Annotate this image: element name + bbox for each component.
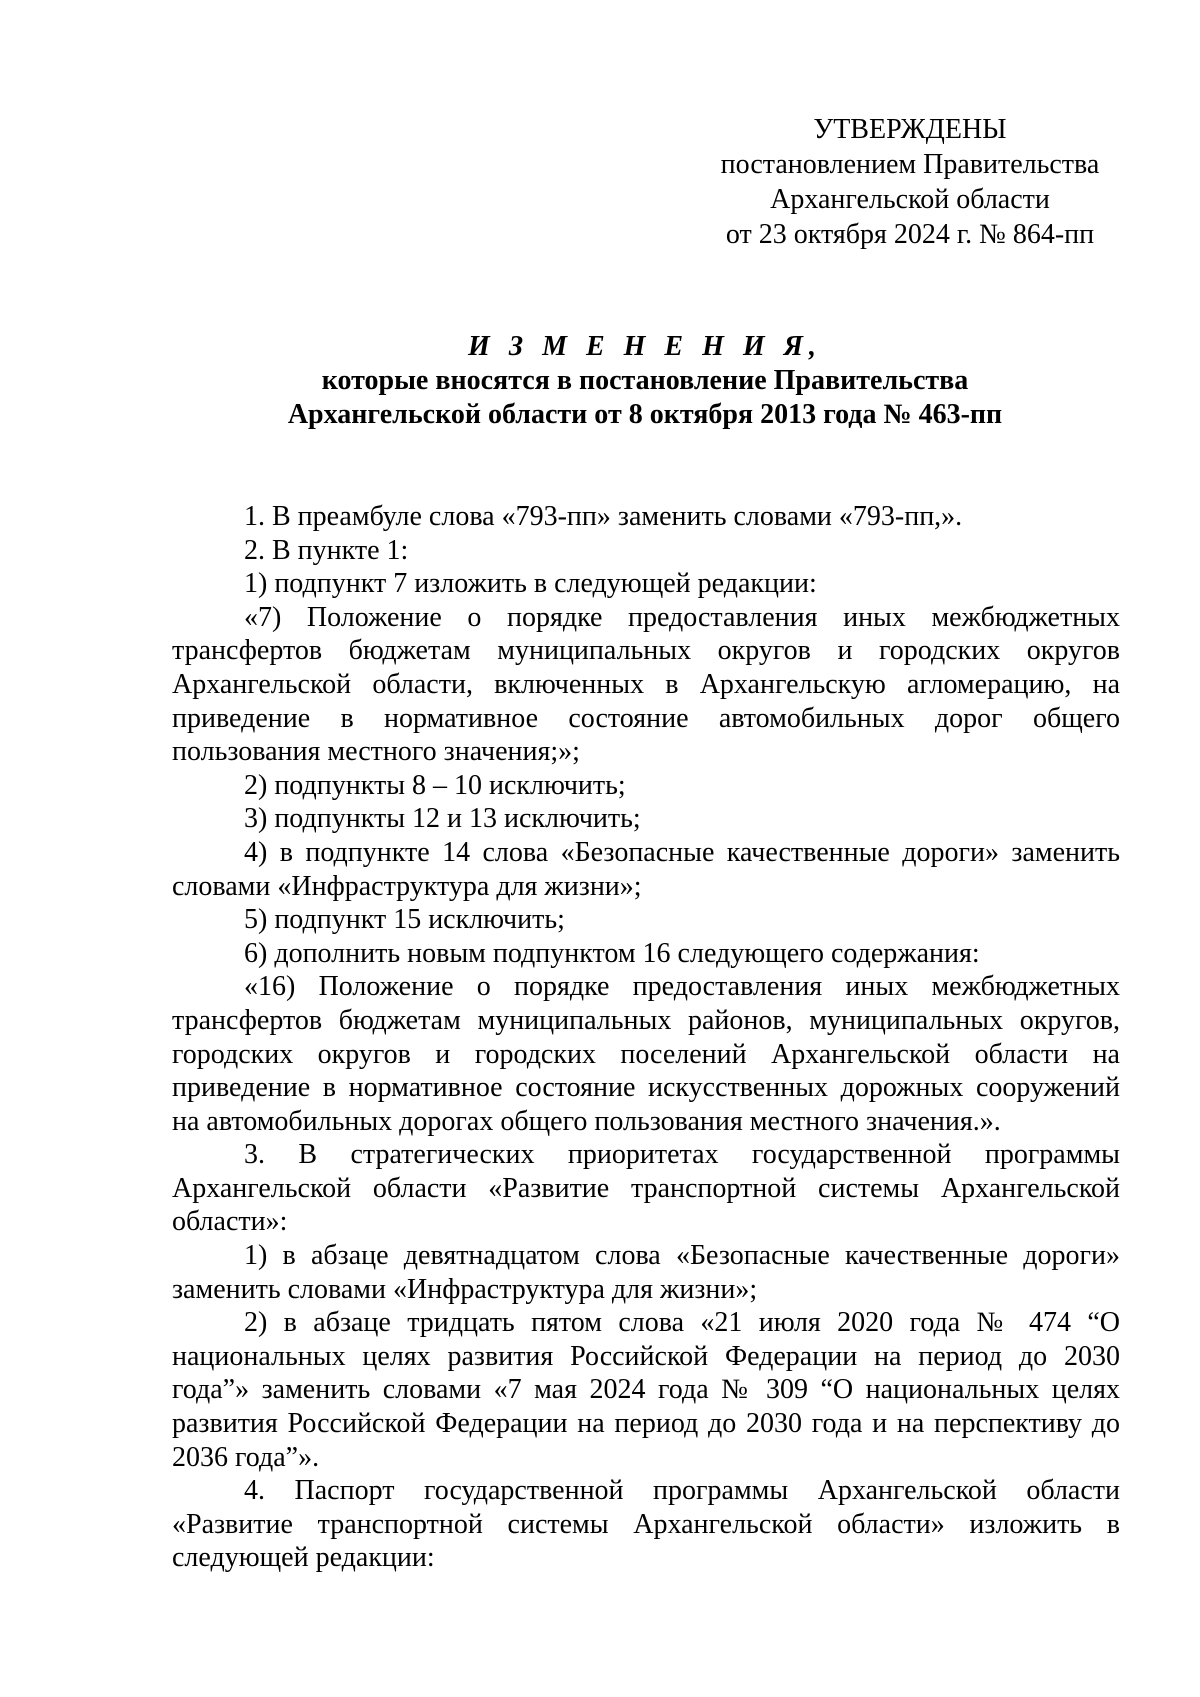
paragraph: 1) подпункт 7 изложить в следующей редакции: (244, 568, 817, 600)
approval-date-number: от 23 октября 2024 г. № 864-пп (725, 219, 1095, 250)
paragraph: 3) подпункты 12 и 13 исключить; (244, 803, 641, 835)
paragraph: 1. В преамбуле слова «793-пп» заменить словами «793-пп,». (244, 501, 963, 532)
paragraph: 2. В пункте 1: (244, 534, 409, 566)
title-subtitle-line2: Архангельской области от 8 октября 2013 года № 463-пп (287, 399, 1003, 430)
paragraph: «7) Положение о порядке предоставления иных межбюджетных трансфертов бюджетам муниципальных округов и городских округов Архангельской области, включенных в Архангельскую агломерацию, на приведение в нормативное состояние автомобильных дорог общего пользования местного значения;»; (172, 601, 1120, 768)
approval-title: УТВЕРЖДЕНЫ (813, 114, 1007, 145)
paragraph: «16) Положение о порядке предоставления иных межбюджетных трансфертов бюджетам муниципальных районов, муниципальных округов, городских округов и городских поселений Архангельской области на приведение в нормативное состояние искусственных дорожных сооружений на автомобильных дорогах общего пользования местного значения.». (172, 971, 1120, 1137)
paragraph: 5) подпункт 15 исключить; (244, 904, 565, 936)
paragraph: 6) дополнить новым подпунктом 16 следующего содержания: (244, 937, 980, 969)
paragraph: 2) подпункты 8 – 10 исключить; (244, 769, 626, 801)
paragraph: 4. Паспорт государственной программы Архангельской области «Развитие транспортной системы Архангельской области» изложить в следующей редакции: (172, 1475, 1120, 1574)
approval-authority: постановлением Правительства (720, 149, 1100, 180)
approval-region: Архангельской области (770, 184, 1050, 215)
paragraph: 1) в абзаце девятнадцатом слова «Безопасные качественные дороги» заменить словами «Инфраструктура для жизни»; (172, 1240, 1120, 1305)
title-heading: И З М Е Н Е Н И Я, (468, 331, 822, 362)
document-title (170, 330, 1120, 432)
paragraph: 4) в подпункте 14 слова «Безопасные качественные дороги» заменить словами «Инфраструктура для жизни»; (172, 836, 1120, 902)
paragraph: 3. В стратегических приоритетах государственной программы Архангельской области «Развитие транспортной системы Архангельской области»: (172, 1139, 1120, 1238)
document-body (172, 500, 1120, 1575)
paragraph: 2) в абзаце тридцать пятом слова «21 июля 2020 года № 474 “О национальных целях развития Российской Федерации на период до 2030 года”» заменить словами «7 мая 2024 года № 309 “О национальных целях развития Российской Федерации на период до 2030 года и на перспективу до 2036 года”». (172, 1307, 1120, 1473)
approval-stamp (700, 112, 1120, 252)
title-subtitle-line1: которые вносятся в постановление Правительства (321, 365, 969, 396)
